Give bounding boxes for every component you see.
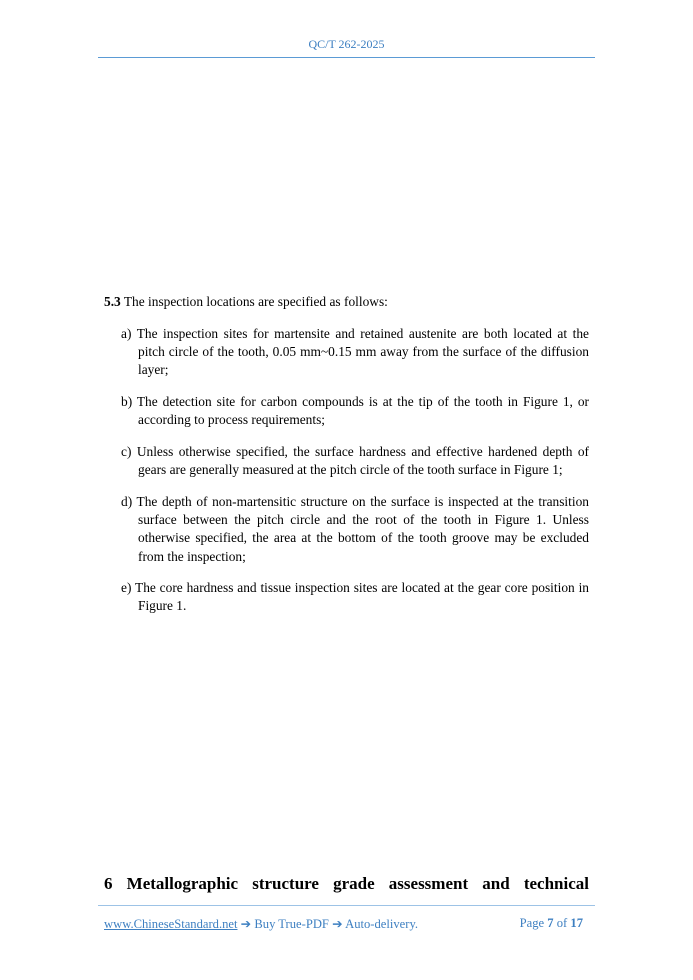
auto-delivery-text: Auto-delivery. [345,917,419,931]
clause-intro-text: The inspection locations are specified as follows: [123,294,388,309]
page-current: 7 [547,916,554,930]
list-item-e: e) The core hardness and tissue inspection sites are located at the gear core position in Figure 1. [121,580,589,614]
footer-promo [104,916,418,932]
section-6-heading: 6 Metallographic structure grade assessment and technical [104,874,589,893]
arrow-right-icon: ➔ [332,917,343,931]
page-total: 17 [570,916,583,930]
site-link[interactable]: www.ChineseStandard.net [104,917,238,931]
clause-5-3-intro [104,293,589,311]
list-item-a: a) The inspection sites for martensite and retained austenite are both located at the pitch circle of the tooth, 0.05 mm~0.15 mm away from the surface of the diffusion layer; [121,326,589,378]
page-of-label: of [556,916,568,930]
document-code-header: QC/T 262-2025 [308,37,385,51]
list-item-c: c) Unless otherwise specified, the surface hardness and effective hardened depth of gears are generally measured at the pitch circle of the tooth surface in Figure 1; [121,444,589,478]
header-divider [98,57,595,58]
page-indicator [520,916,583,931]
list-item-b: b) The detection site for carbon compounds is at the tip of the tooth in Figure 1, or according to process requirements; [121,394,589,428]
footer-divider [98,905,595,906]
page-label: Page [519,916,545,930]
arrow-right-icon: ➔ [240,917,252,931]
inspection-locations-list [121,325,589,629]
clause-number: 5.3 [104,294,121,309]
buy-true-pdf-link[interactable]: Buy True-PDF [254,917,329,931]
list-item-d: d) The depth of non-martensitic structure on the surface is inspected at the transition surface between the pitch circle and the root of the tooth in Figure 1. Unless otherwise specified, the area at the bottom of the tooth groove may be excluded from the inspection; [121,493,589,564]
